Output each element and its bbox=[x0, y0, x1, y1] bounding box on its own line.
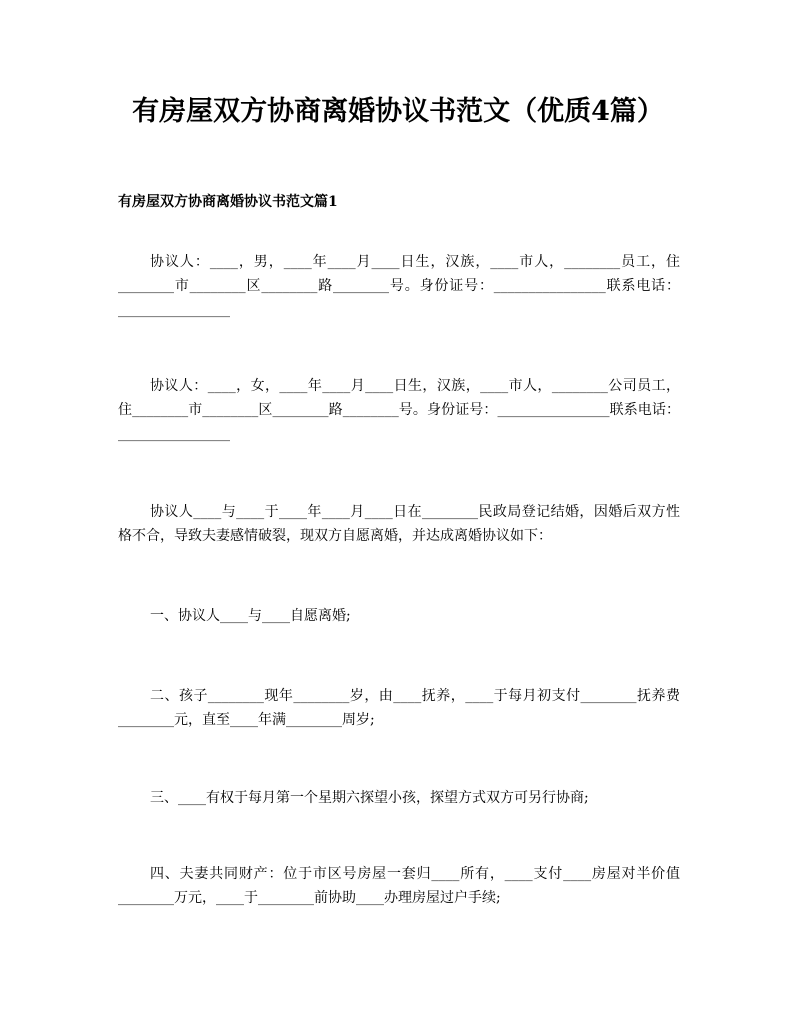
party-male-paragraph: 协议人：____，男，____年____月____日生，汉族，____市人，________员工，住________市________区________路________号。身份证号：________________联系电话：________________ bbox=[118, 254, 680, 318]
document-title: 有房屋双方协商离婚协议书范文（优质4篇） bbox=[132, 96, 664, 127]
clause-3-paragraph: 三、____有权于每月第一个星期六探望小孩，探望方式双方可另行协商; bbox=[150, 790, 589, 806]
clause-1-paragraph: 一、协议人____与____自愿离婚; bbox=[150, 608, 351, 624]
clause-4-paragraph: 四、夫妻共同财产：位于市区号房屋一套归____所有，____支付____房屋对半价值________万元，____于________前协助____办理房屋过户手续; bbox=[118, 866, 680, 906]
marriage-background-paragraph: 协议人____与____于____年____月____日在________民政局登记结婚，因婚后双方性格不合，导致夫妻感情破裂，现双方自愿离婚，并达成离婚协议如下： bbox=[118, 504, 680, 544]
section-heading: 有房屋双方协商离婚协议书范文篇1 bbox=[118, 194, 338, 210]
clause-2-paragraph: 二、孩子________现年________岁，由____抚养，____于每月初支付________抚养费________元，直至____年满________周岁; bbox=[118, 688, 680, 728]
party-female-paragraph: 协议人：____，女，____年____月____日生，汉族，____市人，________公司员工，住________市________区________路________号。身份证号：________________联系电话：________________ bbox=[118, 378, 680, 442]
